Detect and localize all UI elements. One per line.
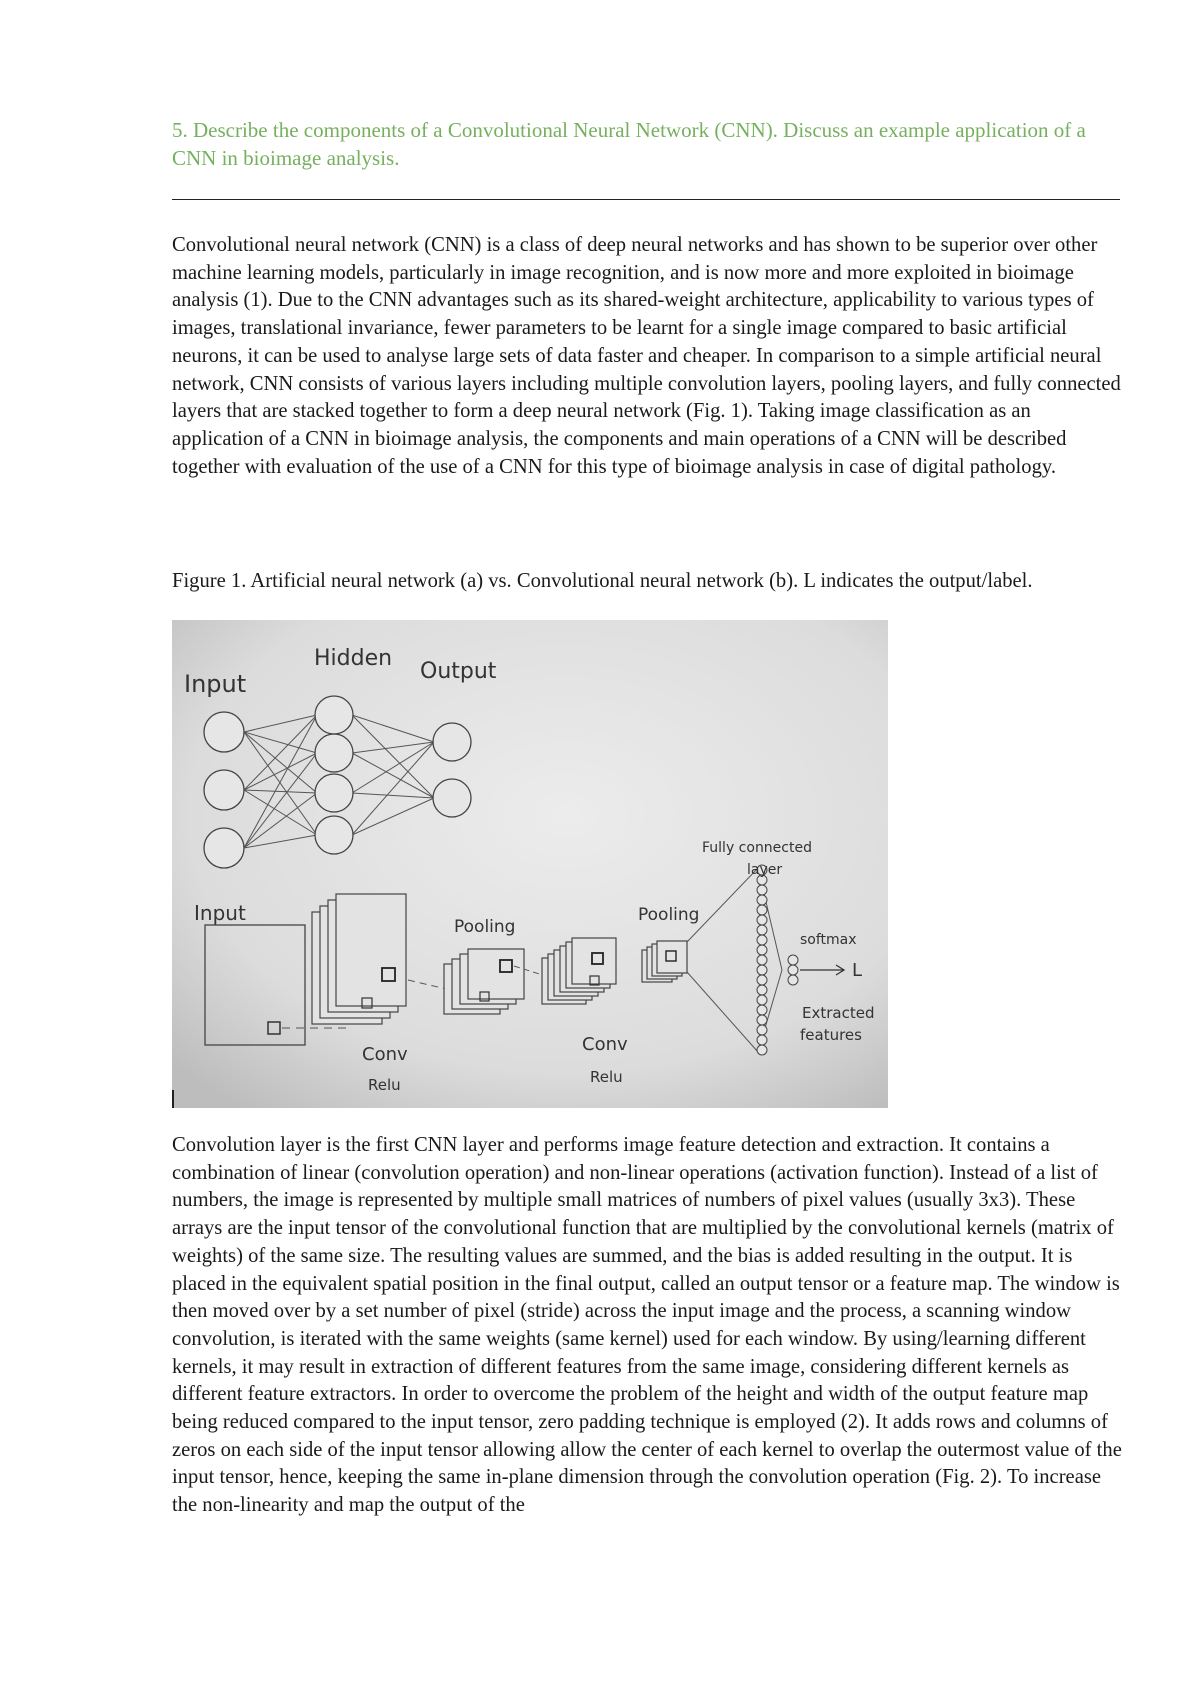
fc-node: [757, 905, 767, 915]
fc-node: [757, 985, 767, 995]
fc-node: [757, 935, 767, 945]
ann-output-label: Output: [420, 659, 497, 684]
ann-output-node: [433, 779, 471, 817]
output-L-label: L: [852, 960, 863, 981]
extracted-label-line1: Extracted: [802, 1004, 875, 1022]
fc-node: [757, 1025, 767, 1035]
ann-hidden-node: [315, 774, 353, 812]
divider-line: [172, 199, 1120, 200]
intro-paragraph: Convolutional neural network (CNN) is a class of deep neural networks and has shown to be superior over other machine learning models, particularly in image recognition, and is now more and more exploited in bioimage analysis (1). Due to the CNN advantages such as its shared-weight architecture, applicability to various types of images, translational invariance, fewer parameters to be learnt for a single image compared to basic artificial neurons, it can be used to analyse large sets of data faster and cheaper. In comparison to a simple artificial neural network, CNN consists of various layers including multiple convolution layers, pooling layers, and fully connected layers that are stacked together to form a deep neural network (Fig. 1). Taking image classification as an application of a CNN in bioimage analysis, the components and main operations of a CNN will be described together with evaluation of the use of a CNN for this type of bioimage analysis in case of digital pathology.: [172, 234, 1121, 478]
fc-node: [757, 885, 767, 895]
ann-input-node: [204, 770, 244, 810]
softmax-label: softmax: [800, 932, 857, 948]
fc-node: [757, 1035, 767, 1045]
softmax-node: [788, 955, 798, 965]
relu1-label: Relu: [368, 1076, 401, 1094]
fc-node: [757, 895, 767, 905]
fc-label-line2: layer: [747, 862, 783, 878]
fc-node: [757, 915, 767, 925]
ann-hidden-node: [315, 734, 353, 772]
pooling2-label: Pooling: [638, 905, 700, 925]
ann-hidden-label: Hidden: [314, 646, 393, 671]
pooling-maps-2: [642, 941, 687, 982]
relu2-label: Relu: [590, 1068, 623, 1086]
question-heading: 5. Describe the components of a Convolutional Neural Network (CNN). Discuss an example application of a CNN in bioimage analysis.: [172, 118, 1086, 170]
convolution-paragraph: Convolution layer is the first CNN layer and performs image feature detection and extraction. It contains a combination of linear (convolution operation) and non-linear operations (activation function). Instead of a list of numbers, the image is represented by multiple small matrices of numbers of pixel values (usually 3x3). These arrays are the input tensor of the convolutional function that are multiplied by the convolutional kernels (matrix of weights) of the same size. The resulting values are summed, and the bias is added resulting in the output. It is placed in the equivalent spatial position in the final output, called an output tensor or a feature map. The window is then moved over by a set number of pixel (stride) across the input image and the process, a scanning window convolution, is iterated with the same weights (same kernel) used for each window. By using/learning different kernels, it may result in extraction of different features from the same image, considering different kernels as different feature extractors. In order to overcome the problem of the height and width of the output feature map being reduced compared to the input tensor, zero padding technique is employed (2). It adds rows and columns of zeros on each side of the input tensor allowing allow the center of each kernel to overlap the outermost value of the input tensor, hence, keeping the same in-plane dimension through the convolution operation (Fig. 2). To increase the non-linearity and map the output of the: [172, 1134, 1122, 1517]
fully-connected-layer: [757, 865, 767, 1055]
fc-node: [757, 1045, 767, 1055]
fc-node: [757, 965, 767, 975]
softmax-node: [788, 975, 798, 985]
ann-hidden-node: [315, 696, 353, 734]
ann-input-node: [204, 712, 244, 752]
fc-node: [757, 1005, 767, 1015]
figure-caption: Figure 1. Artificial neural network (a) vs. Convolutional neural network (b). L indicates the output/label.: [172, 570, 1033, 592]
ann-hidden-node: [315, 816, 353, 854]
ann-output-node: [433, 723, 471, 761]
pooling1-label: Pooling: [454, 917, 516, 937]
ann-input-node: [204, 828, 244, 868]
fc-node: [757, 975, 767, 985]
cnn-input-label: Input: [194, 901, 246, 925]
extracted-label-line2: features: [800, 1026, 862, 1044]
ann-input-label: Input: [184, 670, 247, 698]
fc-node: [757, 1015, 767, 1025]
conv-feature-maps-1: [312, 894, 406, 1024]
fc-node: [757, 955, 767, 965]
pooling-maps-1: [444, 949, 524, 1014]
fc-node: [757, 995, 767, 1005]
softmax-node: [788, 965, 798, 975]
conv2-label: Conv: [582, 1034, 628, 1055]
conv1-label: Conv: [362, 1044, 408, 1065]
fc-node: [757, 925, 767, 935]
fc-node: [757, 945, 767, 955]
fc-label-line1: Fully connected: [702, 840, 812, 856]
figure-1-drawing: [172, 620, 888, 1108]
